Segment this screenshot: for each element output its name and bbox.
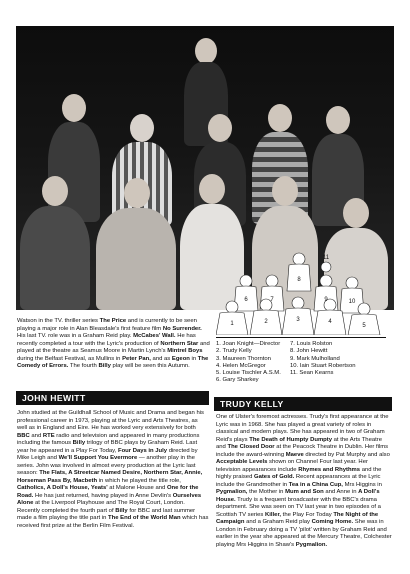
- trudy-kelly-bio: [216, 414, 392, 549]
- bold-title-text: The Price: [99, 318, 127, 324]
- bold-title-text: Billy: [72, 440, 86, 446]
- key-list-item: [290, 377, 384, 384]
- key-num-3: 3: [296, 317, 300, 323]
- bold-title-text: No Surrender.: [162, 325, 202, 332]
- bold-title-text: We'll Support You Evermore: [58, 455, 138, 461]
- body-text-run: One of Ulster's foremost actresses. Trudy's first appearance at the Lyric was in 1968. She has played a great variety of roles in classical and modern plays. She has appeared in two of Graham Reid's plays: [216, 414, 389, 443]
- bold-title-text: The Closed Door: [227, 444, 275, 450]
- key-list-item: 11. Sean Kearns: [290, 370, 334, 377]
- bold-title-text: McCabes' Wall.: [133, 333, 176, 339]
- body-text-run: and: [29, 432, 43, 439]
- key-list-item: 8. John Hewitt: [290, 348, 328, 355]
- key-list-item: 3. Maureen Thornton: [216, 355, 271, 362]
- body-text-run: at Malone House and: [107, 485, 167, 491]
- body-text-run: play will be seen this Autumn.: [110, 363, 190, 369]
- john-hewitt-bio: [17, 410, 209, 530]
- key-num-4: 4: [328, 319, 332, 325]
- key-num-2: 2: [264, 319, 268, 325]
- body-text-run: in: [189, 355, 198, 362]
- bold-title-text: Rhymes and Rhythms: [298, 466, 361, 473]
- bold-title-text: BBC: [17, 432, 30, 439]
- body-text-run: the Mother in: [247, 489, 286, 495]
- body-text-run: trilogy of BBC plays by Graham Reid. Last year he appeared in a Play For Today,: [17, 440, 198, 454]
- key-list-item: 10. Iain Stuart Robertson: [290, 362, 356, 369]
- body-text-run: during the Belfast Festival, as Mullins in: [17, 355, 123, 362]
- bold-title-text: One for the Road.: [17, 485, 199, 499]
- bold-title-text: Ourselves Alone: [17, 492, 202, 506]
- bold-title-text: Egeon: [171, 355, 190, 362]
- body-text-run: Trudy is a frequent broadcaster with the BBC's drama department. She was seen on TV last year in two episodes of a Scottish TV series: [216, 496, 381, 518]
- figure-front-1: [20, 176, 90, 310]
- bold-title-text: Catholics, A Doll's House, Yeats': [17, 485, 108, 491]
- key-num-1: 1: [230, 321, 234, 327]
- bold-title-text: Acceptable Levels: [216, 459, 268, 465]
- body-text-run: and is currently to be seen playing a major role in Alan Bleasdale's first feature film: [17, 318, 197, 332]
- bold-title-text: The Night of the Campaign: [216, 511, 379, 525]
- key-list-item: 7. Louis Rolston: [290, 341, 333, 347]
- key-list-item: 9. Mark Mulholland: [290, 355, 340, 362]
- body-text-run: for BBC and last summer made a film playing the title part in: [17, 507, 196, 521]
- bold-title-text: Four Days in July: [117, 447, 168, 454]
- cast-key-list: [216, 337, 386, 385]
- body-text-run: which has received first prize at the Berlin Film Festival.: [17, 515, 209, 529]
- key-num-9: 9: [324, 297, 328, 303]
- bold-title-text: Maeve: [285, 451, 304, 458]
- body-text-run: directed by Mike Leigh and: [17, 447, 198, 461]
- bold-title-text: RTE: [42, 432, 55, 439]
- body-text-run: at the Peacock Theatre in Dublin. Her films include the award-winning: [216, 444, 389, 458]
- body-text-run: and played at the theatre as Seamus Moore in Martin Lynch's: [17, 340, 210, 354]
- body-text-run: He has recently completed a tour with the Lyric's production of: [17, 333, 196, 347]
- key-num-8: 8: [297, 277, 301, 283]
- trudy-kelly-header: TRUDY KELLY: [214, 397, 392, 411]
- body-text-run: in which he played the title role,: [97, 477, 181, 484]
- caption-text: [17, 318, 210, 371]
- body-text-run: at the Arts Theatre and: [216, 436, 383, 450]
- bold-title-text: Billy: [115, 507, 128, 514]
- body-text-run: — another play in the series. John was involved in almost every production at the Lyric last season:: [17, 455, 196, 476]
- bold-title-text: Mum and Son: [285, 489, 324, 495]
- key-num-6: 6: [244, 297, 248, 303]
- body-text-run: His last TV. role was in a Graham Reid play.: [17, 333, 134, 339]
- bold-title-text: A Doll's House.: [216, 489, 380, 503]
- key-list-item: 4. Helen McGregor: [216, 362, 266, 369]
- key-num-10: 10: [348, 299, 356, 305]
- bold-title-text: Pygmalion,: [216, 489, 248, 495]
- bold-title-text: Killer,: [265, 511, 282, 518]
- body-text-run: John studied at the Guildhall School of Music and Drama and began his professional career in 1973, playing at the Lyric and Arts Theatres, as well as in England and Eire. He has worked very extensively for both: [17, 410, 204, 431]
- bold-title-text: Gates of Gold.: [253, 474, 295, 480]
- bold-title-text: The Comedy of Errors.: [17, 355, 209, 369]
- key-num-11: 11: [322, 255, 330, 261]
- body-text-run: the Play For Today: [281, 511, 334, 518]
- bold-title-text: The Death of Humpty Dumpty: [249, 436, 333, 443]
- body-text-run: and a Graham Reid play: [244, 519, 312, 525]
- bold-title-text: Pygmalion.: [295, 541, 328, 548]
- body-text-run: He has just returned, having played in Anne Devlin's: [33, 492, 173, 499]
- bold-title-text: Tea in a China Cup,: [288, 481, 343, 488]
- key-list-item: 5. Louise Tischler A.S.M.: [216, 370, 281, 377]
- key-num-7: 7: [270, 297, 274, 303]
- body-text-run: and the highly praised: [216, 466, 382, 480]
- body-text-run: Recent appearances at the Lyric include the Grandmother in: [216, 474, 381, 488]
- body-text-run: directed by Pat Murphy and also: [303, 451, 390, 458]
- body-text-run: shown on Channel Four last year. Her television appearances include: [216, 459, 368, 473]
- body-text-run: and Anne in: [323, 489, 359, 495]
- bold-title-text: Mintrel Boys: [167, 348, 203, 354]
- body-text-run: at the Liverpool Playhouse and The Royal Court, London. Recently completed the fourth part of: [17, 500, 185, 514]
- body-text-run: Watson in the TV. thriller series: [17, 318, 100, 324]
- figure-front-2: [96, 178, 176, 310]
- key-num-5: 5: [362, 323, 366, 329]
- john-hewitt-header: JOHN HEWITT: [16, 391, 209, 405]
- bold-title-text: Northern Star: [160, 340, 199, 347]
- body-text-run: radio and television and appeared in many productions including the famous: [17, 432, 200, 446]
- key-list-item: 1. Joan Knight—Director: [216, 341, 281, 347]
- body-text-run: The fourth: [68, 363, 99, 369]
- body-text-run: and as: [150, 355, 172, 362]
- cast-key-diagram: [216, 251, 382, 335]
- body-text-run: Mrs Higgins in: [342, 481, 382, 488]
- key-list-item: 2. Trudy Kelly: [216, 348, 252, 355]
- bold-title-text: The Flats, A Streetcar Named Desire, Northern Star, Annie, Horseman Pass By, Macbeth: [17, 470, 203, 484]
- bold-title-text: Coming Home.: [311, 519, 354, 525]
- bold-title-text: The End of the World Man: [108, 515, 181, 521]
- body-text-run: She was in London in February doing a TV 'pilot' written by Graham Reid and earlier in the year she appeared at the Mercury Theatre, Colchester playing Mrs Higgins in Shaw's: [216, 519, 392, 548]
- bold-title-text: Billy: [98, 363, 111, 369]
- bold-title-text: Peter Pan,: [122, 355, 151, 362]
- key-list-item: 6. Gary Sharkey: [216, 377, 259, 384]
